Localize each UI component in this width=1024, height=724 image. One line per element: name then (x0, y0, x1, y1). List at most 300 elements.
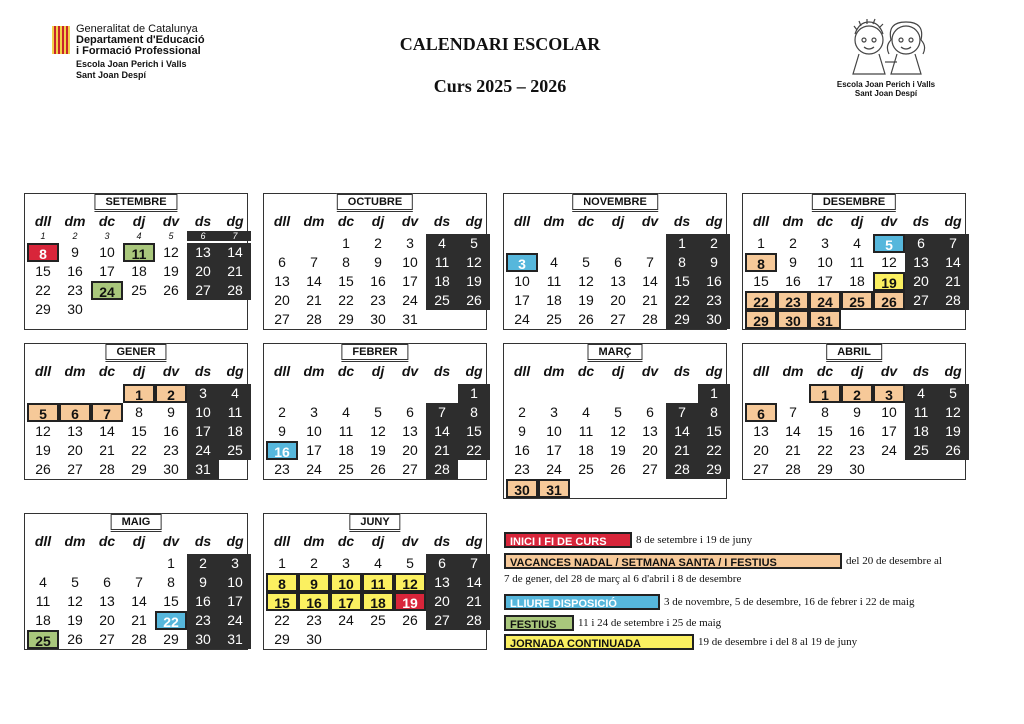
day-cell: 9 (698, 253, 730, 272)
day-cell: 19 (458, 272, 490, 291)
day-cell: 19 (937, 422, 969, 441)
weekday-header: ds (433, 363, 451, 379)
day-cell: 7 (646, 254, 654, 270)
day-cell (187, 300, 219, 319)
day-cell (538, 384, 570, 403)
day-cell: 9 (187, 573, 219, 592)
day-cell (219, 300, 251, 319)
weekday-header: dj (611, 363, 625, 379)
day-cell: 13 (67, 423, 83, 439)
day-cell: 12 (370, 423, 386, 439)
day-cell: 28 (219, 281, 251, 300)
day-cell: 11 (123, 243, 155, 262)
day-cell (602, 384, 634, 403)
day-cell: 6 (406, 404, 414, 420)
day-cell: 30 (506, 479, 538, 498)
day-cell: 22 (817, 442, 833, 458)
day-cell: 1 (809, 384, 841, 403)
weekday-header: dg (226, 363, 244, 379)
day-cell: 27 (642, 461, 658, 477)
day-cell (458, 460, 490, 479)
day-cell: 3 (821, 235, 829, 251)
day-cell: 6 (426, 554, 458, 573)
weekday-header: ds (194, 533, 212, 549)
day-cell: 29 (338, 311, 354, 327)
day-cell: 14 (131, 593, 147, 609)
day-cell (841, 310, 873, 329)
day-cell: 7 (789, 404, 797, 420)
day-cell: 2 (789, 235, 797, 251)
day-cell: 9 (278, 423, 286, 439)
day-cell: 16 (785, 273, 801, 289)
day-cell: 16 (698, 272, 730, 291)
day-cell: 23 (306, 612, 322, 628)
day-cell: 16 (849, 423, 865, 439)
day-cell: 7 (937, 234, 969, 253)
day-cell: 30 (370, 311, 386, 327)
weekday-header: dm (64, 533, 86, 549)
day-cell: 29 (274, 631, 290, 647)
day-cell: 28 (99, 461, 115, 477)
day-cell: 15 (131, 423, 147, 439)
day-cell: 23 (698, 291, 730, 310)
day-cell: 7 (310, 254, 318, 270)
weekday-header: dll (273, 213, 291, 229)
day-cell: 13 (402, 423, 418, 439)
legend-text: 19 de desembre i del 8 al 19 de juny (698, 636, 858, 648)
day-cell: 13 (274, 273, 290, 289)
institution-line-1: Generalitat de Catalunya (76, 23, 198, 35)
day-cell (298, 384, 330, 403)
day-cell: 3 (406, 235, 414, 251)
weekday-header: dg (705, 363, 723, 379)
day-cell: 9 (853, 404, 861, 420)
day-cell: 27 (99, 631, 115, 647)
day-cell: 31 (809, 310, 841, 329)
month-novembre (503, 193, 727, 330)
day-cell: 4 (342, 404, 350, 420)
day-cell: 8 (745, 253, 777, 272)
month-abril (742, 343, 966, 480)
weekday-header: ds (673, 213, 691, 229)
school-caption-2: Sant Joan Despí (854, 89, 918, 98)
weekday-header: dm (543, 213, 565, 229)
day-cell: 24 (219, 611, 251, 630)
weekday-header: dg (465, 213, 483, 229)
day-cell: 7 (458, 554, 490, 573)
weekday-header: dg (465, 533, 483, 549)
day-cell: 28 (426, 460, 458, 479)
day-cell: 6 (59, 403, 91, 422)
weekday-header: dj (611, 213, 625, 229)
day-cell: 15 (458, 422, 490, 441)
month-juny (263, 513, 487, 650)
day-cell: 25 (219, 441, 251, 460)
day-cell (91, 554, 123, 573)
day-cell: 16 (298, 592, 330, 611)
day-cell: 11 (338, 423, 354, 439)
day-cell: 24 (338, 612, 354, 628)
day-cell: 10 (219, 573, 251, 592)
month-name: NOVEMBRE (572, 193, 658, 210)
legend-text-continued: 7 de gener, del 28 de març al 6 d'abril i 8 de desembre (504, 573, 742, 585)
day-cell: 6 (646, 404, 654, 420)
day-cell: 24 (187, 441, 219, 460)
day-cell: 26 (578, 311, 594, 327)
weekday-header: dm (543, 363, 565, 379)
day-cell: 24 (91, 281, 123, 300)
day-cell: 10 (306, 423, 322, 439)
day-cell: 20 (67, 442, 83, 458)
weekday-header: dc (577, 213, 595, 229)
month-name: JUNY (349, 513, 400, 530)
day-cell: 19 (610, 442, 626, 458)
day-cell: 27 (187, 281, 219, 300)
day-cell (506, 234, 538, 253)
day-cell: 12 (394, 573, 426, 592)
day-cell: 29 (817, 461, 833, 477)
month-name: OCTUBRE (337, 193, 413, 210)
day-cell: 16 (266, 441, 298, 460)
day-cell: 23 (163, 442, 179, 458)
day-cell (538, 234, 570, 253)
legend-text: del 20 de desembre al (846, 555, 942, 567)
day-cell: 28 (785, 461, 801, 477)
day-cell: 8 (135, 404, 143, 420)
day-cell: 7 (91, 403, 123, 422)
legend-swatch: LLIURE DISPOSICIÓ (504, 594, 660, 610)
day-cell: 1 (342, 235, 350, 251)
day-cell: 27 (274, 311, 290, 327)
month-febrer (263, 343, 487, 480)
day-cell: 27 (610, 311, 626, 327)
day-cell: 29 (163, 631, 179, 647)
day-cell: 8 (666, 253, 698, 272)
day-cell: 24 (402, 292, 418, 308)
day-cell: 15 (698, 422, 730, 441)
day-cell (905, 310, 937, 329)
day-cell: 5 (937, 384, 969, 403)
day-cell: 20 (402, 442, 418, 458)
day-cell: 11 (219, 403, 251, 422)
weekday-header: dll (273, 533, 291, 549)
day-cell: 26 (937, 441, 969, 460)
day-cell: 23 (514, 461, 530, 477)
weekday-header: dj (850, 213, 864, 229)
weekday-header: dv (641, 363, 659, 379)
weekday-header: dll (752, 363, 770, 379)
day-cell: 29 (698, 460, 730, 479)
day-cell: 17 (546, 442, 562, 458)
weekday-header: dm (782, 363, 804, 379)
day-cell (219, 460, 251, 479)
day-cell: 28 (666, 460, 698, 479)
day-cell: 22 (35, 282, 51, 298)
institution-line-5: Sant Joan Despí (76, 70, 147, 80)
day-cell: 12 (578, 273, 594, 289)
weekday-header: ds (433, 213, 451, 229)
day-cell (394, 384, 426, 403)
day-cell: 18 (426, 272, 458, 291)
day-cell (155, 300, 187, 319)
day-cell: 4 (39, 574, 47, 590)
institution-line-4: Escola Joan Perich i Valls (76, 59, 187, 69)
day-cell: 19 (394, 592, 426, 611)
weekday-header: dv (162, 533, 180, 549)
day-cell: 21 (666, 441, 698, 460)
day-cell: 28 (458, 611, 490, 630)
day-cell (634, 234, 666, 253)
day-cell: 3 (342, 555, 350, 571)
day-cell (777, 384, 809, 403)
weekday-header: dj (371, 213, 385, 229)
day-cell: 15 (163, 593, 179, 609)
day-cell: 3 (187, 384, 219, 403)
weekday-header: dm (303, 213, 325, 229)
day-cell (634, 384, 666, 403)
day-cell (458, 310, 490, 329)
weekday-header: dll (34, 533, 52, 549)
weekday-header: dv (641, 213, 659, 229)
legend-text: 8 de setembre i 19 de juny (636, 534, 753, 546)
day-cell: 21 (99, 442, 115, 458)
day-cell: 5 (458, 234, 490, 253)
day-cell: 29 (666, 310, 698, 329)
day-cell: 8 (167, 574, 175, 590)
weekday-header: dll (752, 213, 770, 229)
weekday-header: dv (401, 533, 419, 549)
month-març (503, 343, 727, 499)
weekday-header: dc (577, 363, 595, 379)
weekday-header: dc (337, 533, 355, 549)
legend-swatch: FESTIUS (504, 615, 574, 631)
day-cell: 15 (35, 263, 51, 279)
day-cell (506, 384, 538, 403)
day-cell: 4 (374, 555, 382, 571)
day-cell (905, 460, 937, 479)
weekday-header: dc (337, 213, 355, 229)
weekday-header: dg (226, 213, 244, 229)
day-cell: 21 (306, 292, 322, 308)
day-cell (123, 300, 155, 319)
weekday-header: dll (34, 213, 52, 229)
day-cell: 6 (278, 254, 286, 270)
day-cell: 24 (881, 442, 897, 458)
day-cell: 25 (426, 291, 458, 310)
day-cell: 29 (131, 461, 147, 477)
day-cell: 3 (550, 404, 558, 420)
day-cell: 18 (219, 422, 251, 441)
weekday-header: dc (98, 213, 116, 229)
day-cell (27, 384, 59, 403)
day-cell: 25 (27, 630, 59, 649)
day-cell: 23 (274, 461, 290, 477)
day-cell: 12 (610, 423, 626, 439)
day-cell (634, 479, 666, 498)
day-cell: 10 (514, 273, 530, 289)
legend-swatch: VACANCES NADAL / SETMANA SANTA / I FESTIUS (504, 553, 842, 569)
day-cell: 18 (849, 273, 865, 289)
legend-item (504, 634, 857, 650)
day-cell (266, 234, 298, 253)
day-cell: 18 (338, 442, 354, 458)
day-cell: 17 (330, 592, 362, 611)
day-cell: 19 (67, 612, 83, 628)
day-cell: 25 (370, 612, 386, 628)
day-cell: 4 (550, 254, 558, 270)
page-title: CALENDARI ESCOLAR (399, 34, 601, 54)
weekday-header: ds (912, 213, 930, 229)
institution-line-3: i Formació Professional (76, 45, 201, 57)
day-cell: 20 (274, 292, 290, 308)
day-cell: 16 (370, 273, 386, 289)
day-cell: 18 (362, 592, 394, 611)
weekday-header: ds (194, 363, 212, 379)
day-cell: 13 (905, 253, 937, 272)
day-cell: 11 (35, 593, 51, 609)
day-cell (745, 384, 777, 403)
weekday-header: dm (64, 213, 86, 229)
day-cell: 11 (546, 273, 562, 289)
day-cell: 10 (330, 573, 362, 592)
day-cell: 31 (402, 311, 418, 327)
day-cell: 12 (937, 403, 969, 422)
day-cell: 13 (642, 423, 658, 439)
weekday-header: dll (34, 363, 52, 379)
day-cell: 13 (99, 593, 115, 609)
day-cell-note: 4 (136, 231, 142, 241)
day-cell: 27 (67, 461, 83, 477)
day-cell-note: 5 (168, 231, 174, 241)
day-cell: 19 (35, 442, 51, 458)
month-name: DESEMBRE (812, 193, 896, 210)
day-cell-note: 6 (187, 231, 219, 241)
day-cell: 5 (873, 234, 905, 253)
day-cell: 25 (905, 441, 937, 460)
day-cell: 21 (785, 442, 801, 458)
month-gener (24, 343, 248, 480)
day-cell (91, 384, 123, 403)
day-cell: 20 (905, 272, 937, 291)
day-cell: 28 (131, 631, 147, 647)
weekday-header: dll (513, 363, 531, 379)
day-cell (570, 479, 602, 498)
legend-text: 11 i 24 de setembre i 25 de maig (578, 617, 722, 629)
day-cell: 26 (402, 612, 418, 628)
day-cell: 10 (99, 244, 115, 260)
day-cell: 25 (546, 311, 562, 327)
day-cell: 29 (745, 310, 777, 329)
day-cell: 9 (71, 244, 79, 260)
children-drawing-icon (831, 18, 941, 80)
day-cell: 8 (698, 403, 730, 422)
day-cell (570, 234, 602, 253)
day-cell: 14 (219, 243, 251, 262)
day-cell: 10 (817, 254, 833, 270)
day-cell: 1 (123, 384, 155, 403)
day-cell: 30 (163, 461, 179, 477)
day-cell: 10 (402, 254, 418, 270)
day-cell: 22 (666, 291, 698, 310)
weekday-header: dv (401, 363, 419, 379)
day-cell: 30 (187, 630, 219, 649)
weekday-header: dll (513, 213, 531, 229)
day-cell: 22 (458, 441, 490, 460)
day-cell: 5 (406, 555, 414, 571)
day-cell (602, 479, 634, 498)
weekday-header: dg (944, 213, 962, 229)
legend-swatch: INICI I FI DE CURS (504, 532, 632, 548)
weekday-header: dj (132, 363, 146, 379)
day-cell: 14 (99, 423, 115, 439)
weekday-header: dm (782, 213, 804, 229)
day-cell: 23 (370, 292, 386, 308)
day-cell: 6 (745, 403, 777, 422)
day-cell: 9 (298, 573, 330, 592)
day-cell: 21 (131, 612, 147, 628)
day-cell (426, 310, 458, 329)
day-cell: 12 (458, 253, 490, 272)
weekday-header: dm (303, 363, 325, 379)
day-cell (362, 384, 394, 403)
day-cell: 24 (514, 311, 530, 327)
day-cell: 9 (167, 404, 175, 420)
day-cell: 14 (666, 422, 698, 441)
day-cell: 11 (849, 254, 865, 270)
weekday-header: dj (850, 363, 864, 379)
weekday-header: dg (944, 363, 962, 379)
day-cell: 22 (131, 442, 147, 458)
day-cell: 26 (873, 291, 905, 310)
weekday-header: dv (162, 213, 180, 229)
day-cell: 12 (35, 423, 51, 439)
day-cell: 27 (426, 611, 458, 630)
day-cell (266, 384, 298, 403)
day-cell: 30 (777, 310, 809, 329)
day-cell (698, 479, 730, 498)
weekday-header: dj (371, 533, 385, 549)
weekday-header: dj (371, 363, 385, 379)
day-cell: 19 (873, 272, 905, 291)
day-cell-note: 7 (219, 231, 251, 241)
day-cell-note: 2 (72, 231, 78, 241)
day-cell (362, 630, 394, 649)
legend-item (504, 532, 752, 548)
day-cell (123, 554, 155, 573)
day-cell (426, 384, 458, 403)
day-cell: 12 (881, 254, 897, 270)
day-cell: 5 (614, 404, 622, 420)
day-cell: 28 (306, 311, 322, 327)
weekday-header: ds (673, 363, 691, 379)
day-cell (873, 310, 905, 329)
month-maig (24, 513, 248, 650)
day-cell: 21 (426, 441, 458, 460)
day-cell: 5 (582, 254, 590, 270)
day-cell: 7 (426, 403, 458, 422)
legend-item (504, 594, 914, 610)
legend-item (504, 615, 721, 631)
day-cell: 30 (849, 461, 865, 477)
page-subtitle: Curs 2025 – 2026 (433, 76, 567, 96)
day-cell: 2 (155, 384, 187, 403)
day-cell (458, 630, 490, 649)
day-cell: 2 (187, 554, 219, 573)
day-cell: 28 (642, 311, 658, 327)
day-cell: 22 (745, 291, 777, 310)
generalitat-logo-icon (52, 26, 70, 54)
weekday-header: dm (303, 533, 325, 549)
